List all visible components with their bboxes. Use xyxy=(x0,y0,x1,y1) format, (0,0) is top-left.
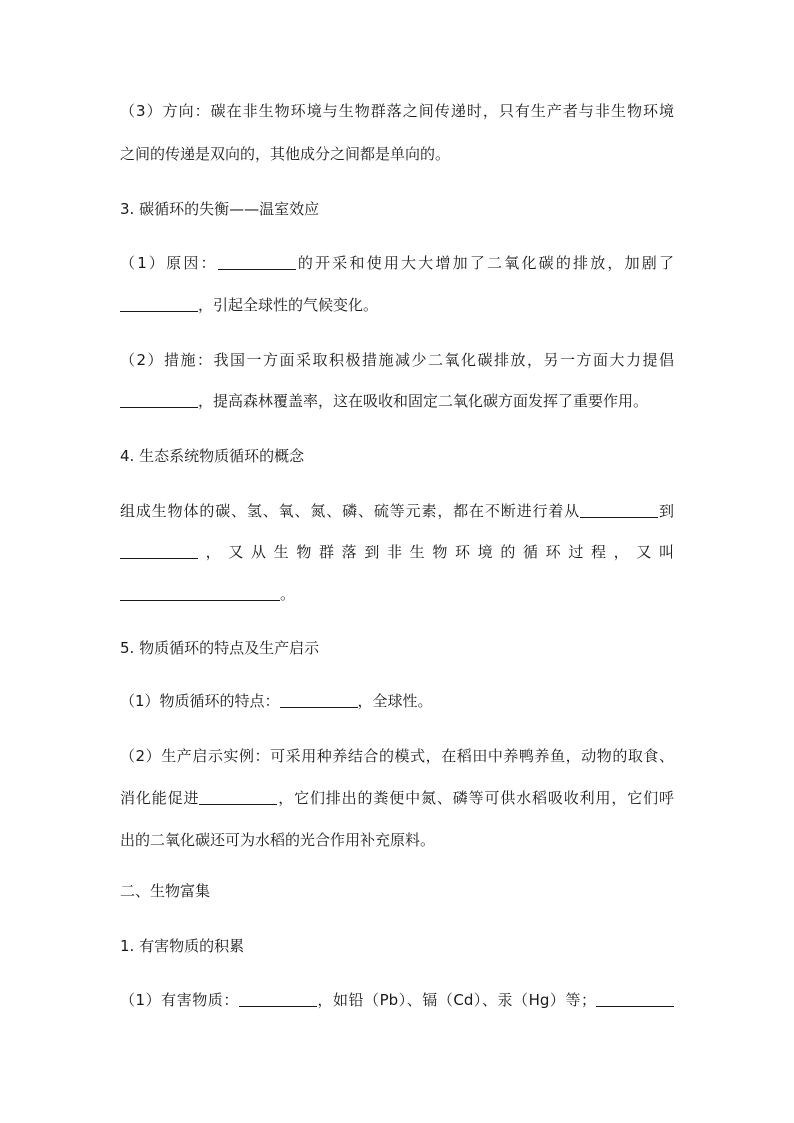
heading-cycle-features: 5. 物质循环的特点及生产启示 xyxy=(120,639,320,657)
fill-blank[interactable] xyxy=(280,691,358,708)
fill-blank[interactable] xyxy=(120,584,280,601)
paragraph-concept-line1 xyxy=(120,500,674,522)
paragraph-harmful-line1 xyxy=(120,989,674,1011)
concept-text: 组成生物体的碳、氢、氧、氮、磷、硫等元素，都在不断进行着从 xyxy=(120,502,581,520)
cause-label: （1）原因： xyxy=(120,254,218,272)
concept-to: 到 xyxy=(658,502,674,520)
paragraph-example-line3: 出的二氧化碳还可为水稻的光合作用补充原料。 xyxy=(120,831,436,849)
fill-blank[interactable] xyxy=(120,542,198,559)
example-text-2: ，它们排出的粪便中氮、磷等可供水稻吸收利用，它们呼 xyxy=(277,789,674,807)
fill-blank[interactable] xyxy=(596,990,674,1007)
paragraph-cause-line2 xyxy=(120,294,674,316)
fill-blank[interactable] xyxy=(120,295,198,312)
paragraph-features-line1 xyxy=(120,690,674,712)
fill-blank[interactable] xyxy=(239,990,317,1007)
harmful-label: （1）有害物质： xyxy=(120,991,239,1009)
concept-end: 。 xyxy=(280,585,296,603)
paragraph-measures-line1: （2）措施：我国一方面采取积极措施减少二氧化碳排放，另一方面大力提倡 xyxy=(120,351,674,369)
example-text: 消化能促进 xyxy=(120,789,200,807)
paragraph-direction-line1: （3）方向：碳在非生物环境与生物群落之间传递时，只有生产者与非生物环境 xyxy=(120,102,674,120)
paragraph-example-line2 xyxy=(120,787,674,809)
harmful-text: ，如铅（Pb）、镉（Cd）、汞（Hg）等； xyxy=(316,991,597,1009)
heading-biomagnification: 二、生物富集 xyxy=(120,882,211,900)
cause-text-2: ，引起全球性的气候变化。 xyxy=(198,296,379,314)
paragraph-direction-line2: 之间的传递是双向的，其他成分之间都是单向的。 xyxy=(120,145,451,163)
heading-harmful-accumulation: 1. 有害物质的积累 xyxy=(120,937,245,955)
paragraph-measures-line2 xyxy=(120,390,674,412)
fill-blank[interactable] xyxy=(199,788,277,805)
measures-text: ，提高森林覆盖率，这在吸收和固定二氧化碳方面发挥了重要作用。 xyxy=(198,392,649,410)
heading-cycle-concept: 4. 生态系统物质循环的概念 xyxy=(120,447,305,465)
concept-text-2: ，又从生物群落到非生物环境的循环过程，又叫 xyxy=(198,543,674,561)
features-text: ，全球性。 xyxy=(357,692,433,710)
heading-carbon-imbalance: 3. 碳循环的失衡——温室效应 xyxy=(120,200,320,218)
paragraph-example-line1: （2）生产启示实例：可采用种养结合的模式，在稻田中养鸭养鱼，动物的取食、 xyxy=(120,747,674,765)
paragraph-concept-line2 xyxy=(120,541,674,563)
features-label: （1）物质循环的特点： xyxy=(120,692,280,710)
fill-blank[interactable] xyxy=(120,391,198,408)
cause-text: 的开采和使用大大增加了二氧化碳的排放，加剧了 xyxy=(295,254,674,272)
paragraph-concept-line3 xyxy=(120,583,674,605)
fill-blank[interactable] xyxy=(218,253,296,270)
fill-blank[interactable] xyxy=(580,501,658,518)
paragraph-cause-line1 xyxy=(120,252,674,274)
